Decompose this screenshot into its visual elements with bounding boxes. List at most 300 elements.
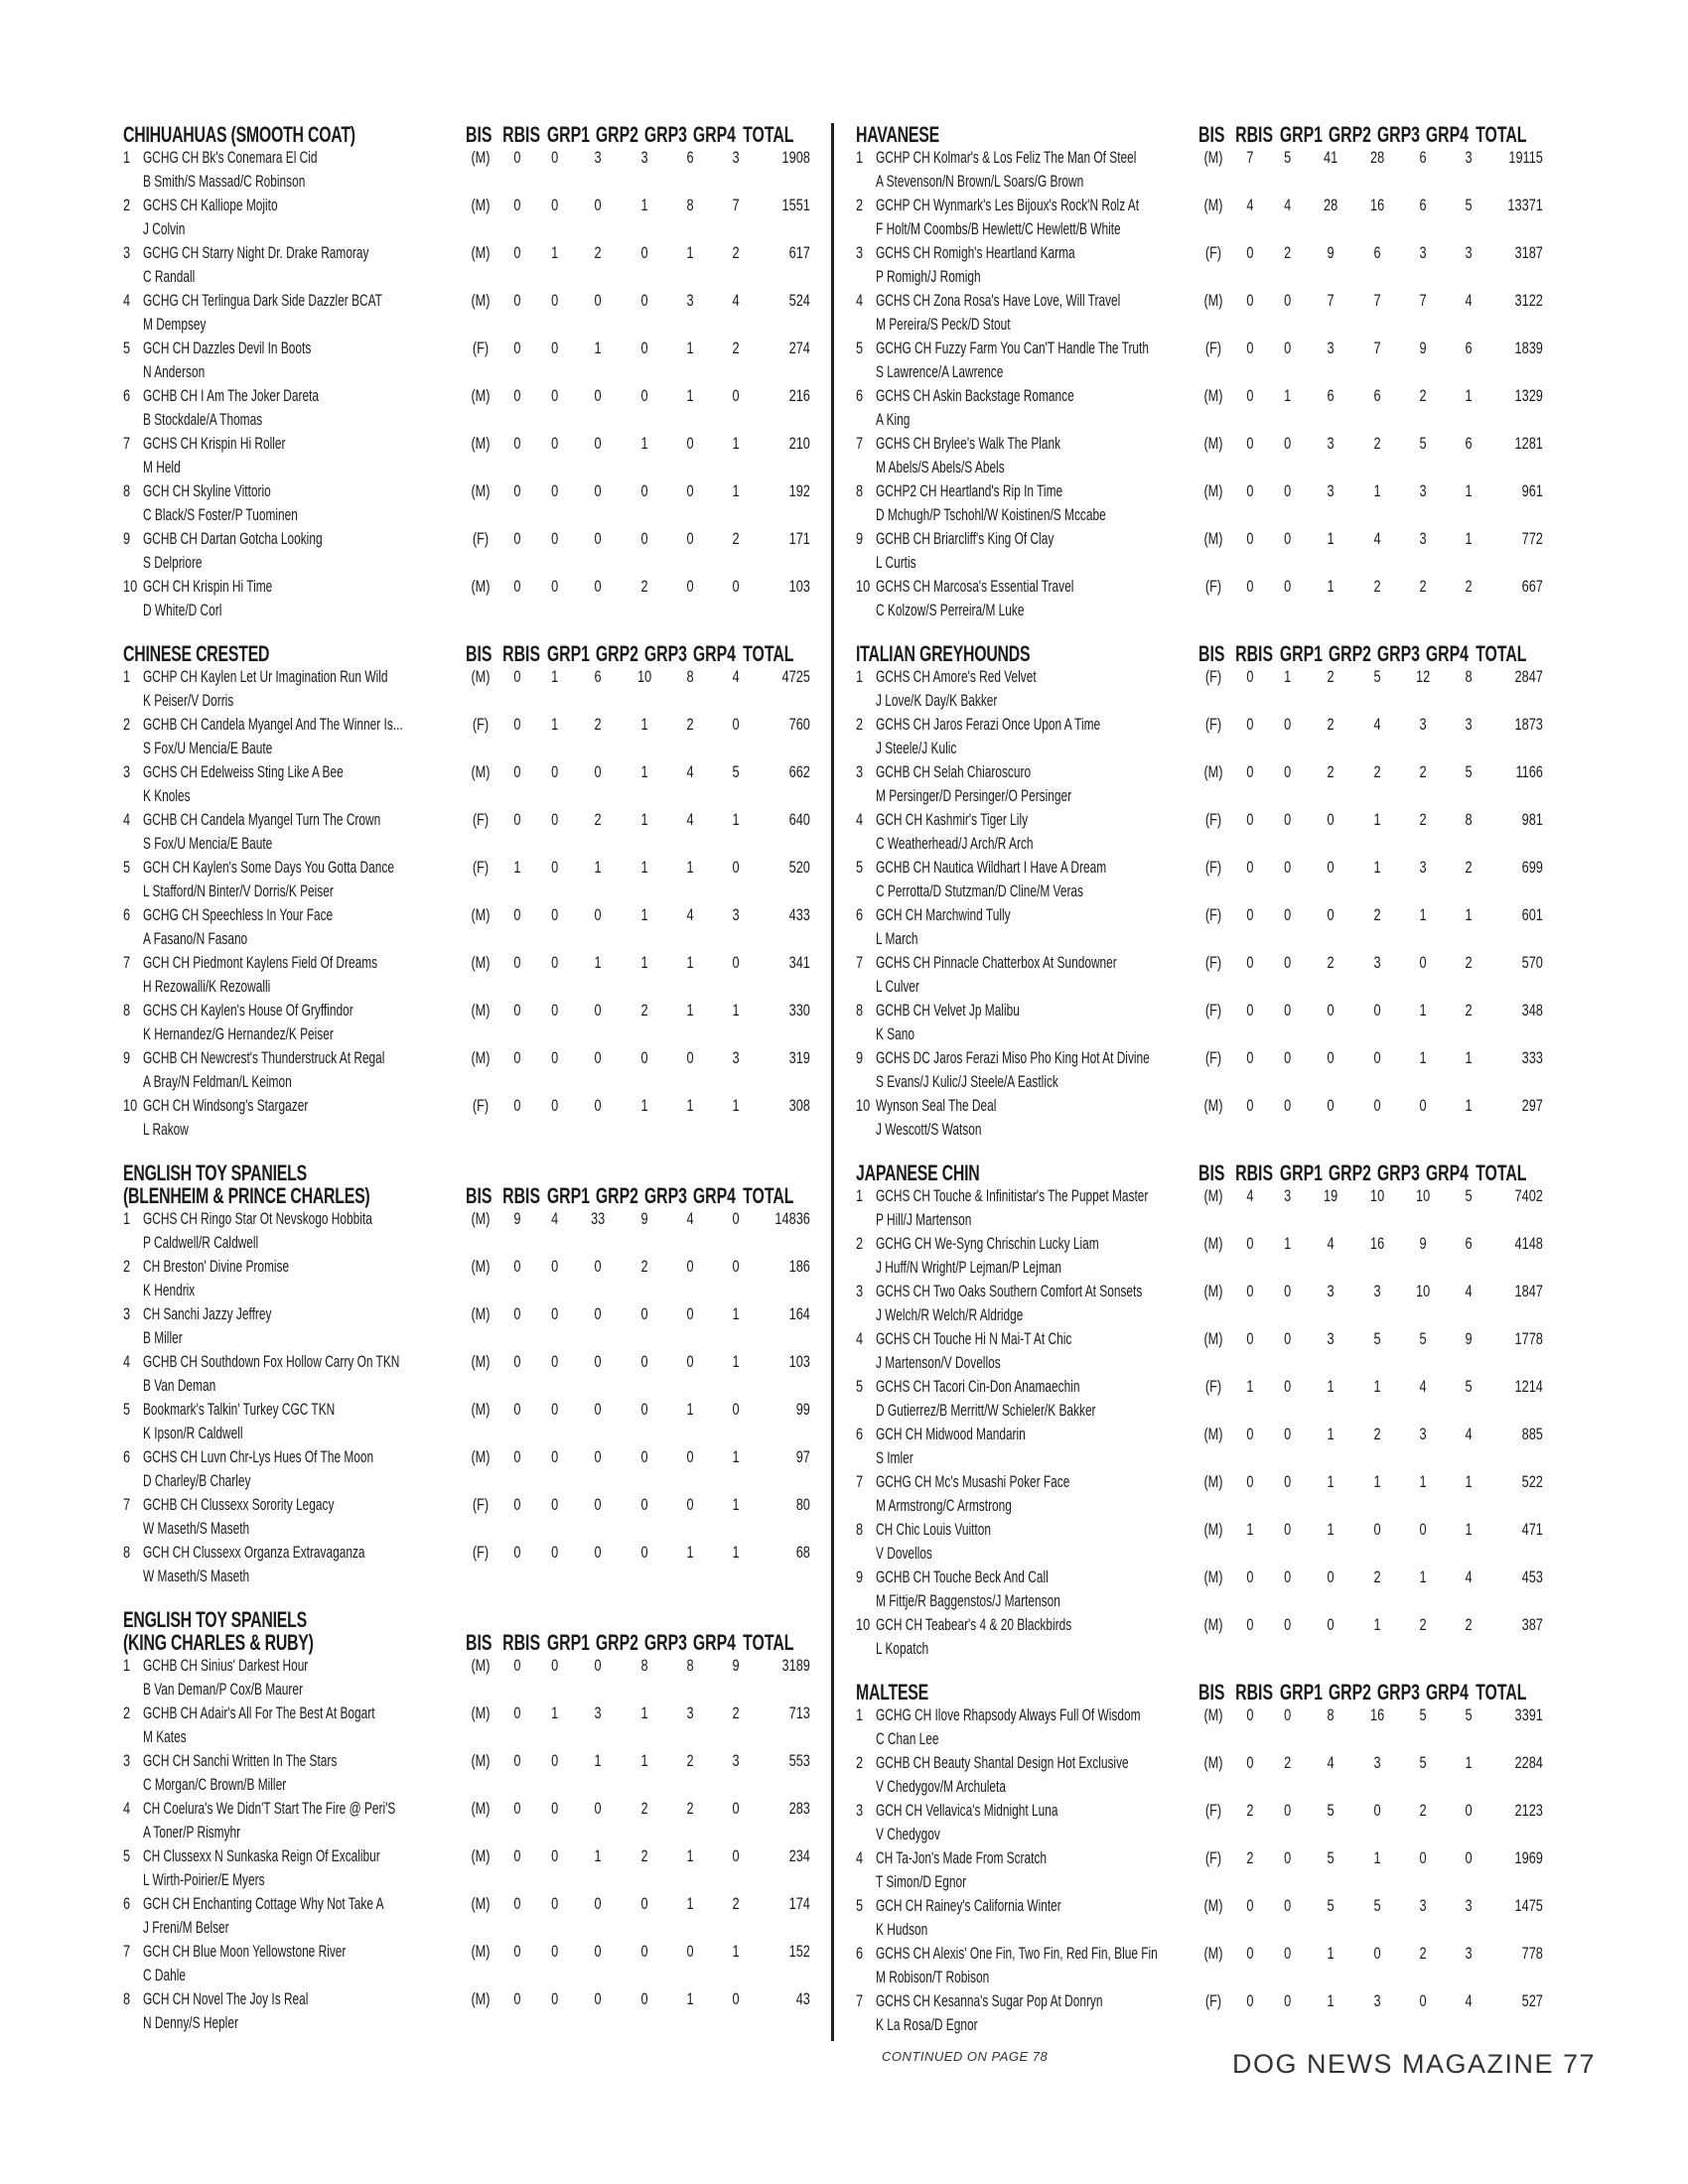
stat-grp3: 0 xyxy=(686,1447,694,1466)
stat-rbis: 1 xyxy=(1284,386,1292,405)
stat-grp2: 0 xyxy=(640,1304,648,1323)
stat-grp1: 1 xyxy=(1327,1944,1336,1963)
stat-grp2: 16 xyxy=(1369,196,1384,214)
rank-number: 9 xyxy=(123,1048,131,1067)
stat-rbis: 0 xyxy=(551,905,559,924)
stat-grp2: 28 xyxy=(1369,148,1384,167)
stat-bis: 0 xyxy=(513,481,521,500)
ranking-row xyxy=(123,1350,813,1398)
sex-label: (M) xyxy=(1203,1568,1223,1586)
stat-grp3: 10 xyxy=(1415,1282,1430,1300)
stat-total: 274 xyxy=(788,339,810,357)
header-grp1: GRP1 xyxy=(546,641,591,666)
stat-grp2: 1 xyxy=(1373,1377,1381,1396)
stat-grp4: 2 xyxy=(1465,858,1473,877)
stat-total: 1908 xyxy=(781,148,810,167)
stat-grp2: 3 xyxy=(1373,953,1381,972)
dog-name: GCHS CH Touche & Infinitistar's The Puppet Master xyxy=(876,1186,1149,1205)
stat-grp4: 0 xyxy=(1465,1848,1473,1867)
stat-grp3: 1 xyxy=(1419,1001,1427,1020)
sex-label: (M) xyxy=(471,762,491,781)
owner-names: J Wescott/S Watson xyxy=(876,1120,982,1139)
stat-total: 617 xyxy=(788,243,810,262)
owner-names: A Fasano/N Fasano xyxy=(143,929,248,948)
section-header-row xyxy=(856,1161,1546,1184)
stat-grp1: 1 xyxy=(594,339,603,357)
entry-names xyxy=(143,1094,461,1142)
stat-grp4: 6 xyxy=(1465,434,1473,453)
stat-grp1: 2 xyxy=(1327,715,1336,734)
stat-grp4: 4 xyxy=(732,667,740,686)
ranking-row xyxy=(123,527,813,575)
rank-number: 8 xyxy=(123,481,131,500)
rank-number: 10 xyxy=(123,1096,138,1115)
owner-names: V Dovellos xyxy=(876,1544,932,1563)
owner-names: M Held xyxy=(143,458,181,477)
sex-label: (M) xyxy=(1203,148,1223,167)
owner-names: T Simon/D Egnor xyxy=(876,1872,967,1891)
stat-grp4: 1 xyxy=(732,1447,740,1466)
stat-grp1: 0 xyxy=(594,1543,603,1562)
column-headers xyxy=(1194,642,1525,665)
owner-names: J Martenson/V Dovellos xyxy=(876,1353,1001,1372)
stat-total: 330 xyxy=(788,1001,810,1020)
entry-names xyxy=(143,289,461,337)
entry-names xyxy=(143,1046,461,1094)
stat-grp1: 3 xyxy=(1327,434,1336,453)
stat-rbis: 0 xyxy=(1284,1896,1292,1915)
dog-name: GCHB CH Touche Beck And Call xyxy=(876,1568,1049,1586)
stat-grp1: 0 xyxy=(594,905,603,924)
stat-grp3: 0 xyxy=(686,1257,694,1276)
ranking-row xyxy=(856,1232,1546,1280)
stat-grp2: 0 xyxy=(640,386,648,405)
header-grp1: GRP1 xyxy=(546,122,591,147)
stat-grp4: 2 xyxy=(732,1704,740,1722)
sex-label: (M) xyxy=(471,1001,491,1020)
stat-total: 553 xyxy=(788,1751,810,1770)
sex-label: (M) xyxy=(1203,1186,1223,1205)
stat-grp2: 2 xyxy=(1373,577,1381,596)
breed-section xyxy=(856,642,1546,1142)
ranking-row xyxy=(856,241,1546,289)
stat-grp4: 8 xyxy=(1465,667,1473,686)
owner-names: B Van Deman/P Cox/B Maurer xyxy=(143,1680,303,1699)
dog-name: GCHB CH Dartan Gotcha Looking xyxy=(143,529,323,548)
stat-bis: 0 xyxy=(513,715,521,734)
stat-bis: 0 xyxy=(513,339,521,357)
stat-grp4: 4 xyxy=(1465,1991,1473,2010)
entry-names xyxy=(876,1894,1194,1942)
stat-total: 1969 xyxy=(1514,1848,1543,1867)
owner-names: J Welch/R Welch/R Aldridge xyxy=(876,1305,1024,1324)
owner-names: L Culver xyxy=(876,977,919,996)
rank-number: 5 xyxy=(856,858,864,877)
owner-names: S Lawrence/A Lawrence xyxy=(876,362,1004,381)
stat-bis: 0 xyxy=(513,1352,521,1371)
entry-names xyxy=(143,1541,461,1588)
stat-grp3: 4 xyxy=(686,810,694,829)
sex-label: (M) xyxy=(471,577,491,596)
stat-grp2: 1 xyxy=(1373,1472,1381,1491)
stat-total: 80 xyxy=(795,1495,810,1514)
rank-number: 1 xyxy=(856,148,864,167)
stat-grp2: 1 xyxy=(640,1704,648,1722)
entry-names xyxy=(143,1493,461,1541)
stat-grp2: 9 xyxy=(640,1209,648,1228)
header-total: TOTAL xyxy=(1476,1680,1527,1705)
stat-grp1: 1 xyxy=(1327,1425,1336,1443)
sex-label: (F) xyxy=(1204,810,1222,829)
rank-number: 4 xyxy=(856,291,864,310)
owner-names: K La Rosa/D Egnor xyxy=(876,2015,978,2034)
owner-names: D White/D Corl xyxy=(143,601,222,619)
owner-names: C Randall xyxy=(143,267,196,286)
stat-grp4: 5 xyxy=(1465,196,1473,214)
entry-names xyxy=(876,1518,1194,1566)
dog-name: GCHB CH Candela Myangel And The Winner Is... xyxy=(143,715,403,734)
stat-grp4: 2 xyxy=(1465,1615,1473,1634)
rank-number: 2 xyxy=(856,196,864,214)
stat-grp1: 1 xyxy=(1327,1520,1336,1539)
stat-total: 778 xyxy=(1521,1944,1543,1963)
owner-names: F Holt/M Coombs/B Hewlett/C Hewlett/B White xyxy=(876,219,1121,238)
stat-grp2: 0 xyxy=(1373,1944,1381,1963)
stat-total: 433 xyxy=(788,905,810,924)
entry-names xyxy=(876,856,1194,903)
entry-names xyxy=(876,289,1194,337)
stat-bis: 0 xyxy=(1246,434,1254,453)
entry-names xyxy=(876,1280,1194,1327)
stat-total: 2123 xyxy=(1514,1801,1543,1820)
stat-rbis: 0 xyxy=(551,1048,559,1067)
rank-number: 1 xyxy=(123,667,131,686)
stat-grp2: 1 xyxy=(1373,858,1381,877)
section-title: ITALIAN GREYHOUNDS xyxy=(856,641,1031,666)
stat-bis: 0 xyxy=(1246,905,1254,924)
rank-number: 3 xyxy=(123,1304,131,1323)
entry-names xyxy=(876,1184,1194,1232)
sex-label: (M) xyxy=(1203,1096,1223,1115)
stat-rbis: 2 xyxy=(1284,1753,1292,1772)
dog-name: CH Sanchi Jazzy Jeffrey xyxy=(143,1304,272,1323)
stat-rbis: 0 xyxy=(551,339,559,357)
header-total: TOTAL xyxy=(743,641,794,666)
stat-total: 99 xyxy=(795,1400,810,1419)
sex-label: (M) xyxy=(471,1846,491,1865)
stat-grp1: 0 xyxy=(594,291,603,310)
stat-total: 297 xyxy=(1521,1096,1543,1115)
entry-names xyxy=(143,337,461,384)
stat-grp3: 2 xyxy=(1419,1944,1427,1963)
stat-grp2: 16 xyxy=(1369,1706,1384,1724)
stat-grp1: 5 xyxy=(1327,1848,1336,1867)
stat-total: 527 xyxy=(1521,1991,1543,2010)
stat-total: 1475 xyxy=(1514,1896,1543,1915)
rank-number: 6 xyxy=(123,1447,131,1466)
stat-grp1: 0 xyxy=(594,196,603,214)
stat-grp4: 1 xyxy=(732,1352,740,1371)
ranking-row xyxy=(123,384,813,432)
stat-bis: 0 xyxy=(513,762,521,781)
owner-names: J Freni/M Belser xyxy=(143,1918,229,1937)
stat-grp4: 1 xyxy=(732,1495,740,1514)
header-bis: BIS xyxy=(1198,641,1225,666)
stat-rbis: 0 xyxy=(1284,858,1292,877)
owner-names: C Weatherhead/J Arch/R Arch xyxy=(876,834,1034,853)
stat-rbis: 0 xyxy=(551,386,559,405)
entry-names xyxy=(876,1566,1194,1613)
stat-grp4: 5 xyxy=(1465,1186,1473,1205)
sex-label: (M) xyxy=(471,148,491,167)
stat-grp1: 1 xyxy=(1327,1377,1336,1396)
header-grp1: GRP1 xyxy=(1279,122,1324,147)
dog-name: GCHS CH Alexis' One Fin, Two Fin, Red Fin, Blue Fin xyxy=(876,1944,1158,1963)
stat-grp3: 5 xyxy=(1419,1706,1427,1724)
owner-names: D Mchugh/P Tschohl/W Koistinen/S Mccabe xyxy=(876,505,1106,524)
stat-rbis: 3 xyxy=(1284,1186,1292,1205)
owner-names: N Anderson xyxy=(143,362,206,381)
header-grp4: GRP4 xyxy=(1425,1680,1470,1705)
stat-bis: 0 xyxy=(1246,386,1254,405)
entry-names xyxy=(876,1046,1194,1094)
column-headers xyxy=(461,1184,792,1207)
stat-total: 601 xyxy=(1521,905,1543,924)
ranking-row xyxy=(856,575,1546,622)
stat-bis: 0 xyxy=(513,291,521,310)
entry-names xyxy=(876,146,1194,194)
stat-grp1: 1 xyxy=(1327,577,1336,596)
ranking-row xyxy=(856,1846,1546,1894)
dog-name: GCHB CH Southdown Fox Hollow Carry On TKN xyxy=(143,1352,400,1371)
header-total: TOTAL xyxy=(743,1183,794,1208)
ranking-row xyxy=(123,1445,813,1493)
stat-grp1: 0 xyxy=(594,1799,603,1818)
owner-names: C Kolzow/S Perreira/M Luke xyxy=(876,601,1025,619)
stat-grp2: 0 xyxy=(1373,1001,1381,1020)
header-total: TOTAL xyxy=(1476,1160,1527,1185)
sex-label: (F) xyxy=(472,529,490,548)
stat-rbis: 0 xyxy=(1284,1520,1292,1539)
stat-grp1: 3 xyxy=(1327,1329,1336,1348)
header-rbis: RBIS xyxy=(502,1630,541,1655)
owner-names: M Armstrong/C Armstrong xyxy=(876,1496,1012,1515)
stat-rbis: 0 xyxy=(551,1894,559,1913)
dog-name: GCH CH Kaylen's Some Days You Gotta Dance xyxy=(143,858,394,877)
ranking-row xyxy=(123,713,813,760)
stat-total: 524 xyxy=(788,291,810,310)
stat-rbis: 0 xyxy=(551,1799,559,1818)
rank-number: 5 xyxy=(123,339,131,357)
dog-name: GCHB CH Beauty Shantal Design Hot Exclusive xyxy=(876,1753,1129,1772)
ranking-row xyxy=(856,1375,1546,1423)
ranking-row xyxy=(856,951,1546,999)
ranking-row xyxy=(856,1989,1546,2037)
dog-name: GCHS CH Amore's Red Velvet xyxy=(876,667,1037,686)
stat-bis: 0 xyxy=(513,243,521,262)
rank-number: 3 xyxy=(856,243,864,262)
stat-rbis: 0 xyxy=(1284,1096,1292,1115)
dog-name: GCHS CH Kalliope Mojito xyxy=(143,196,278,214)
dog-name: GCH CH Piedmont Kaylens Field Of Dreams xyxy=(143,953,378,972)
header-total: TOTAL xyxy=(743,122,794,147)
header-grp3: GRP3 xyxy=(1376,641,1421,666)
stat-grp1: 3 xyxy=(594,1704,603,1722)
stat-grp4: 0 xyxy=(732,1257,740,1276)
entry-names xyxy=(143,1844,461,1892)
stat-grp4: 1 xyxy=(732,1942,740,1961)
stat-grp3: 1 xyxy=(686,1400,694,1419)
stat-grp2: 0 xyxy=(1373,1520,1381,1539)
column-headers xyxy=(461,1631,792,1654)
stat-total: 19115 xyxy=(1508,148,1543,167)
stat-rbis: 0 xyxy=(551,1096,559,1115)
header-grp3: GRP3 xyxy=(1376,122,1421,147)
stat-grp1: 0 xyxy=(594,1096,603,1115)
ranking-row xyxy=(123,1749,813,1797)
dog-name: GCHS CH Tacori Cin-Don Anamaechin xyxy=(876,1377,1080,1396)
dog-name: GCHG CH Bk's Conemara El Cid xyxy=(143,148,318,167)
stat-total: 570 xyxy=(1521,953,1543,972)
rank-number: 4 xyxy=(856,1848,864,1867)
stat-rbis: 0 xyxy=(551,1942,559,1961)
stat-total: 1839 xyxy=(1514,339,1543,357)
rank-number: 2 xyxy=(123,196,131,214)
entry-names xyxy=(143,1749,461,1797)
stat-grp2: 0 xyxy=(640,1048,648,1067)
stat-grp1: 0 xyxy=(594,1400,603,1419)
dog-name: GCH CH Rainey's California Winter xyxy=(876,1896,1061,1915)
stat-grp4: 1 xyxy=(1465,481,1473,500)
stat-grp4: 0 xyxy=(732,715,740,734)
stat-grp4: 6 xyxy=(1465,1234,1473,1253)
stat-grp1: 4 xyxy=(1327,1234,1336,1253)
stat-bis: 0 xyxy=(1246,715,1254,734)
stat-rbis: 1 xyxy=(1284,667,1292,686)
sex-label: (M) xyxy=(471,1751,491,1770)
stat-total: 520 xyxy=(788,858,810,877)
stat-grp1: 1 xyxy=(1327,1991,1336,2010)
stat-total: 3189 xyxy=(781,1656,810,1675)
stat-grp2: 0 xyxy=(640,243,648,262)
stat-grp4: 6 xyxy=(1465,339,1473,357)
stat-total: 981 xyxy=(1521,810,1543,829)
owner-names: J Love/K Day/K Bakker xyxy=(876,691,998,710)
stat-total: 283 xyxy=(788,1799,810,1818)
sex-label: (M) xyxy=(471,667,491,686)
entry-names xyxy=(876,665,1194,713)
stat-grp4: 4 xyxy=(1465,291,1473,310)
stat-grp4: 1 xyxy=(1465,1096,1473,1115)
entry-names xyxy=(876,808,1194,856)
ranking-row xyxy=(123,1702,813,1749)
stat-total: 1166 xyxy=(1515,762,1543,781)
dog-name: GCHS CH Brylee's Walk The Plank xyxy=(876,434,1061,453)
ranking-row xyxy=(123,479,813,527)
stat-bis: 1 xyxy=(1246,1377,1254,1396)
stat-grp2: 7 xyxy=(1373,339,1381,357)
stat-bis: 0 xyxy=(513,1656,521,1675)
rank-number: 1 xyxy=(123,1656,131,1675)
stat-bis: 0 xyxy=(513,1495,521,1514)
entry-names xyxy=(876,194,1194,241)
stat-grp4: 1 xyxy=(1465,529,1473,548)
stat-grp3: 2 xyxy=(1419,810,1427,829)
ranking-row xyxy=(123,241,813,289)
stat-total: 667 xyxy=(1521,577,1543,596)
ranking-row xyxy=(123,1046,813,1094)
stat-rbis: 0 xyxy=(1284,1848,1292,1867)
stat-grp1: 3 xyxy=(1327,339,1336,357)
sex-label: (M) xyxy=(471,905,491,924)
header-total: TOTAL xyxy=(1476,122,1527,147)
stat-bis: 0 xyxy=(1246,858,1254,877)
owner-names: K Peiser/V Dorris xyxy=(143,691,234,710)
rank-number: 6 xyxy=(856,386,864,405)
stat-grp3: 4 xyxy=(686,762,694,781)
header-grp2: GRP2 xyxy=(595,1630,639,1655)
column-headers xyxy=(461,123,792,146)
stat-grp2: 1 xyxy=(1373,810,1381,829)
owner-names: B Smith/S Massad/C Robinson xyxy=(143,172,306,191)
entry-names xyxy=(143,1398,461,1445)
rank-number: 2 xyxy=(123,1257,131,1276)
stat-bis: 2 xyxy=(1246,1848,1254,1867)
ranking-row xyxy=(856,1470,1546,1518)
stat-grp1: 0 xyxy=(594,1352,603,1371)
stat-total: 174 xyxy=(788,1894,810,1913)
stat-total: 97 xyxy=(795,1447,810,1466)
stat-bis: 0 xyxy=(513,667,521,686)
owner-names: L Rakow xyxy=(143,1120,189,1139)
section-title: CHIHUAHUAS (SMOOTH COAT) xyxy=(123,122,355,147)
stat-grp1: 0 xyxy=(594,434,603,453)
stat-grp2: 5 xyxy=(1373,1329,1381,1348)
ranking-row xyxy=(123,1094,813,1142)
sex-label: (F) xyxy=(472,858,490,877)
dog-name: Bookmark's Talkin' Turkey CGC TKN xyxy=(143,1400,336,1419)
stat-total: 7402 xyxy=(1514,1186,1543,1205)
section-title: ENGLISH TOY SPANIELS xyxy=(123,1160,307,1185)
stat-grp2: 1 xyxy=(640,434,648,453)
stat-grp3: 0 xyxy=(686,1304,694,1323)
stat-grp3: 2 xyxy=(686,715,694,734)
header-grp4: GRP4 xyxy=(692,641,737,666)
stat-bis: 0 xyxy=(1246,577,1254,596)
stat-bis: 0 xyxy=(1246,667,1254,686)
header-grp3: GRP3 xyxy=(643,1183,688,1208)
stat-bis: 0 xyxy=(1246,1706,1254,1724)
dog-name: GCHS CH Kesanna's Sugar Pop At Donryn xyxy=(876,1991,1103,2010)
stat-bis: 0 xyxy=(1246,1991,1254,2010)
dog-name: GCHP CH Kolmar's & Los Feliz The Man Of Steel xyxy=(876,148,1137,167)
entry-names xyxy=(876,1613,1194,1661)
entry-names xyxy=(143,1255,461,1302)
stat-grp2: 7 xyxy=(1373,291,1381,310)
stat-rbis: 0 xyxy=(1284,905,1292,924)
header-grp2: GRP2 xyxy=(595,1183,639,1208)
rank-number: 6 xyxy=(123,1894,131,1913)
rank-number: 1 xyxy=(856,667,864,686)
stat-grp3: 1 xyxy=(686,858,694,877)
stat-grp1: 2 xyxy=(1327,762,1336,781)
stat-bis: 0 xyxy=(513,905,521,924)
entry-names xyxy=(143,479,461,527)
stat-grp3: 3 xyxy=(1419,715,1427,734)
stat-grp1: 0 xyxy=(594,577,603,596)
owner-names: K Knoles xyxy=(143,786,191,805)
sex-label: (M) xyxy=(471,1352,491,1371)
